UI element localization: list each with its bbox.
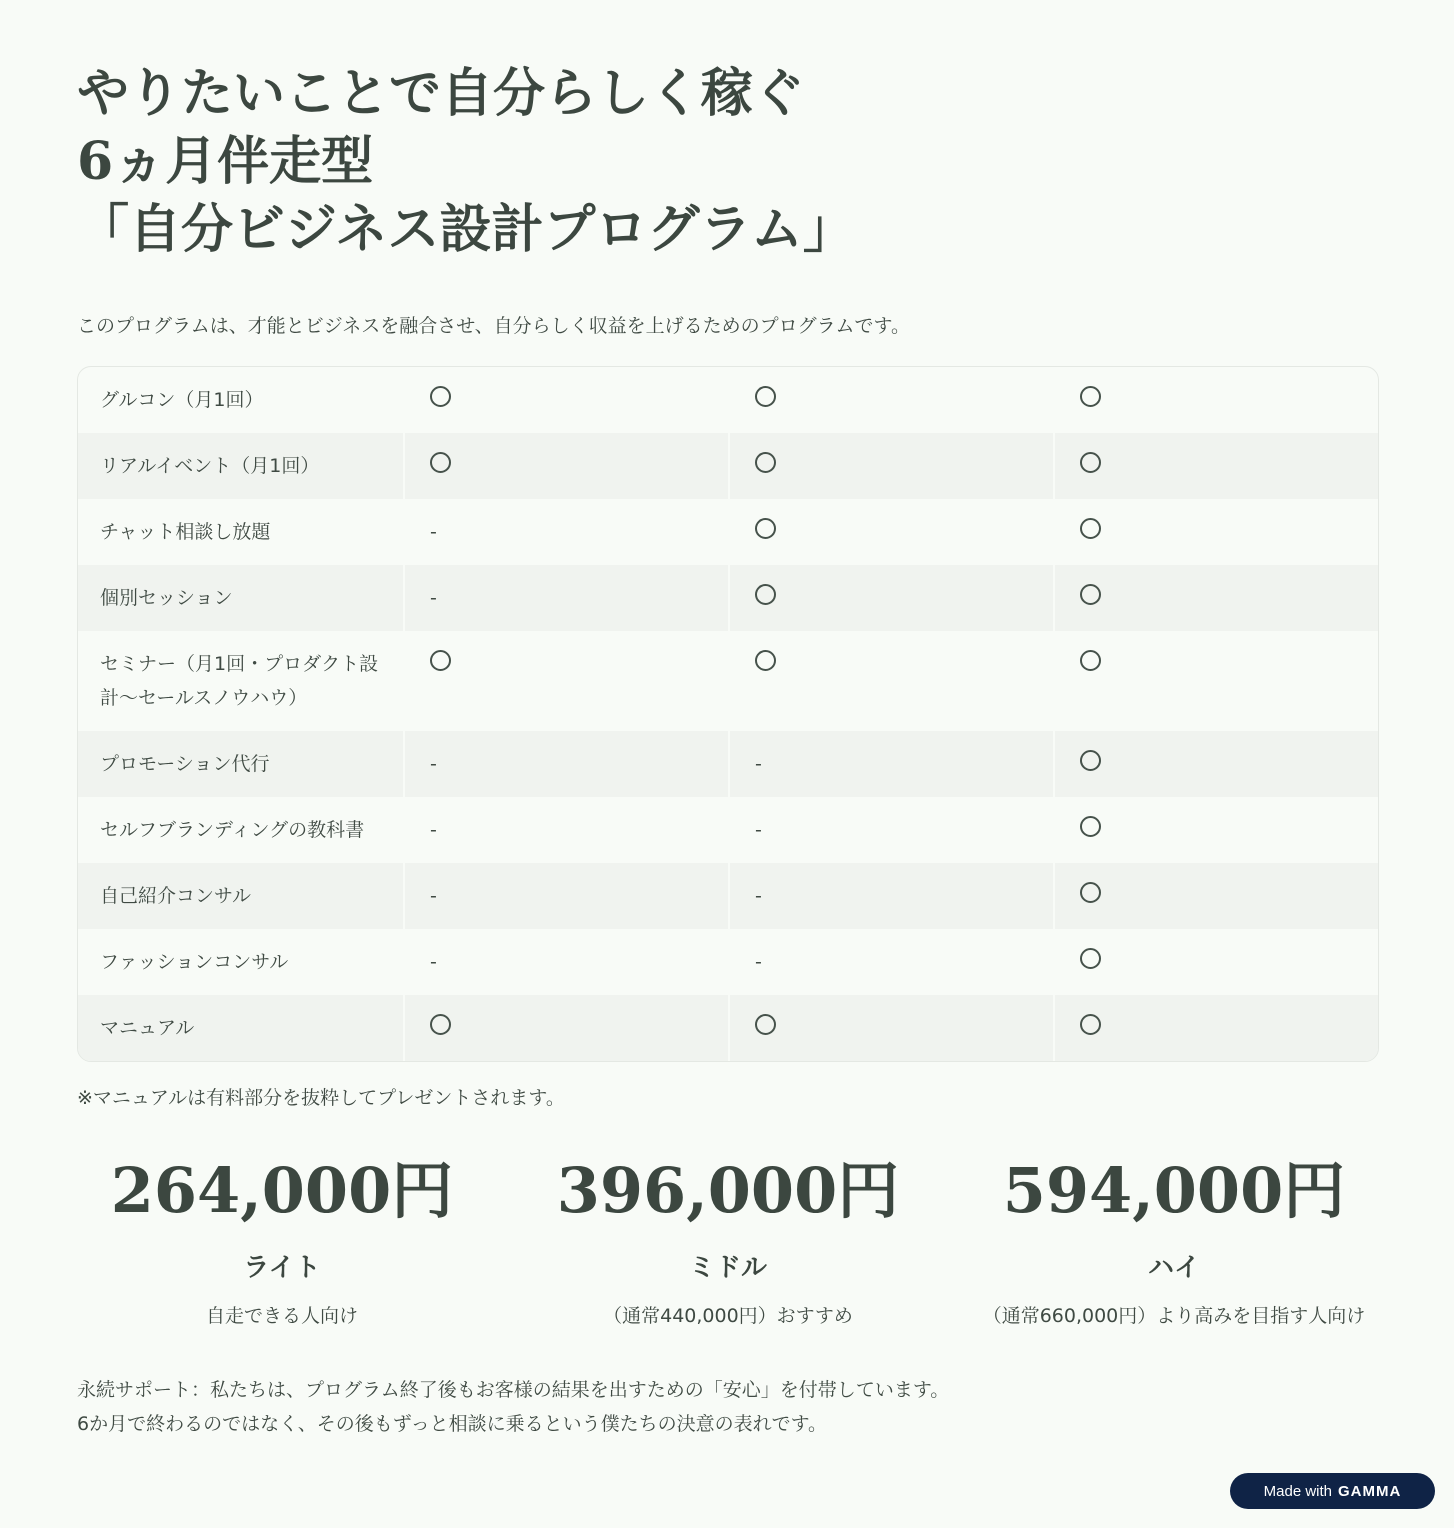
plan-cell xyxy=(1053,863,1378,929)
feature-label: セミナー（月1回・プロダクト設計〜セールスノウハウ） xyxy=(100,653,379,709)
table-row xyxy=(78,499,1378,565)
circle-icon xyxy=(1080,650,1101,671)
table-row xyxy=(78,929,1378,995)
feature-label: マニュアル xyxy=(100,1017,195,1039)
plan-description: （通常440,000円）おすすめ xyxy=(603,1305,853,1327)
plan-cell xyxy=(403,565,728,631)
dash-mark: - xyxy=(430,951,437,973)
circle-icon xyxy=(430,452,451,473)
plan-cell xyxy=(728,565,1053,631)
plan-cell xyxy=(1053,797,1378,863)
plan-cell xyxy=(728,731,1053,797)
circle-icon xyxy=(1080,584,1101,605)
plan-cell xyxy=(1053,367,1378,433)
plan-name: ハイ xyxy=(1147,1253,1200,1283)
circle-icon xyxy=(1080,1014,1101,1035)
support-section xyxy=(77,1373,1379,1441)
plan-cell xyxy=(728,797,1053,863)
circle-icon xyxy=(755,452,776,473)
table-row xyxy=(78,631,1378,731)
page-title xyxy=(77,60,1379,264)
circle-icon xyxy=(1080,948,1101,969)
table-row xyxy=(78,995,1378,1061)
plan-cell xyxy=(403,995,728,1061)
plan-cell xyxy=(728,499,1053,565)
plan-cell xyxy=(728,433,1053,499)
plan-cell xyxy=(728,863,1053,929)
table-row xyxy=(78,367,1378,433)
plan-cell xyxy=(728,929,1053,995)
plan-cell xyxy=(1053,565,1378,631)
dash-mark: - xyxy=(430,521,437,543)
circle-icon xyxy=(1080,882,1101,903)
circle-icon xyxy=(755,386,776,407)
made-with-gamma-badge[interactable] xyxy=(1230,1473,1435,1509)
feature-label: 個別セッション xyxy=(100,587,233,609)
dash-mark: - xyxy=(755,951,762,973)
price-card-light xyxy=(77,1154,487,1333)
plan-description: 自走できる人向け xyxy=(205,1305,358,1327)
plan-cell xyxy=(1053,433,1378,499)
page-content xyxy=(77,60,1379,1441)
circle-icon xyxy=(755,584,776,605)
plan-description: （通常660,000円）より高みを目指す人向け xyxy=(982,1305,1366,1327)
price-card-middle xyxy=(523,1154,933,1333)
gamma-logo: GAMMA xyxy=(1338,1482,1402,1500)
plan-cell xyxy=(728,631,1053,731)
plan-cell xyxy=(403,929,728,995)
plan-cell xyxy=(403,731,728,797)
features-table xyxy=(77,366,1379,1062)
support-line: 永続サポート：私たちは、プログラム終了後もお客様の結果を出すための「安心」を付帯しています。 xyxy=(77,1379,950,1401)
dash-mark: - xyxy=(430,819,437,841)
table-row xyxy=(78,863,1378,929)
dash-mark: - xyxy=(755,819,762,841)
price-amount: 594,000円 xyxy=(1002,1154,1346,1227)
badge-prefix: Made with xyxy=(1263,1482,1333,1500)
feature-label: セルフブランディングの教科書 xyxy=(100,819,365,841)
circle-icon xyxy=(755,1014,776,1035)
title-line: やりたいことで自分らしく稼ぐ xyxy=(77,63,806,124)
circle-icon xyxy=(1080,386,1101,407)
circle-icon xyxy=(1080,518,1101,539)
plan-cell xyxy=(1053,995,1378,1061)
plan-cell xyxy=(1053,631,1378,731)
circle-icon xyxy=(755,518,776,539)
plan-cell xyxy=(728,995,1053,1061)
circle-icon xyxy=(1080,452,1101,473)
price-amount: 396,000円 xyxy=(556,1154,900,1227)
feature-label: チャット相談し放題 xyxy=(100,521,271,543)
dash-mark: - xyxy=(430,587,437,609)
price-amount: 264,000円 xyxy=(110,1154,454,1227)
table-row xyxy=(78,433,1378,499)
plan-cell xyxy=(403,367,728,433)
plan-cell xyxy=(728,367,1053,433)
feature-label: ファッションコンサル xyxy=(100,951,289,973)
plan-cell xyxy=(403,797,728,863)
feature-label: プロモーション代行 xyxy=(100,753,270,775)
feature-label: グルコン（月1回） xyxy=(100,389,264,411)
table-row xyxy=(78,797,1378,863)
title-line: 「自分ビジネス設計プログラム」 xyxy=(77,199,855,260)
table-row xyxy=(78,731,1378,797)
dash-mark: - xyxy=(430,885,437,907)
circle-icon xyxy=(755,650,776,671)
plan-cell xyxy=(403,433,728,499)
intro-text: このプログラムは、才能とビジネスを融合させ、自分らしく収益を上げるためのプログラムです。 xyxy=(77,315,910,337)
pricing-section xyxy=(77,1154,1379,1333)
circle-icon xyxy=(1080,816,1101,837)
plan-cell xyxy=(403,631,728,731)
manual-note: ※マニュアルは有料部分を抜粋してプレゼントされます。 xyxy=(77,1087,565,1109)
title-line: 6ヵ月伴走型 xyxy=(77,131,374,192)
support-line: 6か月で終わるのではなく、その後もずっと相談に乗るという僕たちの決意の表れです。 xyxy=(77,1413,828,1435)
plan-cell xyxy=(403,499,728,565)
table-row xyxy=(78,565,1378,631)
circle-icon xyxy=(430,1014,451,1035)
dash-mark: - xyxy=(755,885,762,907)
feature-label: リアルイベント（月1回） xyxy=(100,455,320,477)
plan-name: ライト xyxy=(243,1253,321,1283)
dash-mark: - xyxy=(430,753,437,775)
dash-mark: - xyxy=(755,753,762,775)
plan-name: ミドル xyxy=(688,1253,767,1283)
feature-label: 自己紹介コンサル xyxy=(100,885,252,907)
plan-cell xyxy=(1053,929,1378,995)
plan-cell xyxy=(403,863,728,929)
circle-icon xyxy=(430,650,451,671)
circle-icon xyxy=(1080,750,1101,771)
plan-cell xyxy=(1053,499,1378,565)
price-card-high xyxy=(969,1154,1379,1333)
circle-icon xyxy=(430,386,451,407)
plan-cell xyxy=(1053,731,1378,797)
